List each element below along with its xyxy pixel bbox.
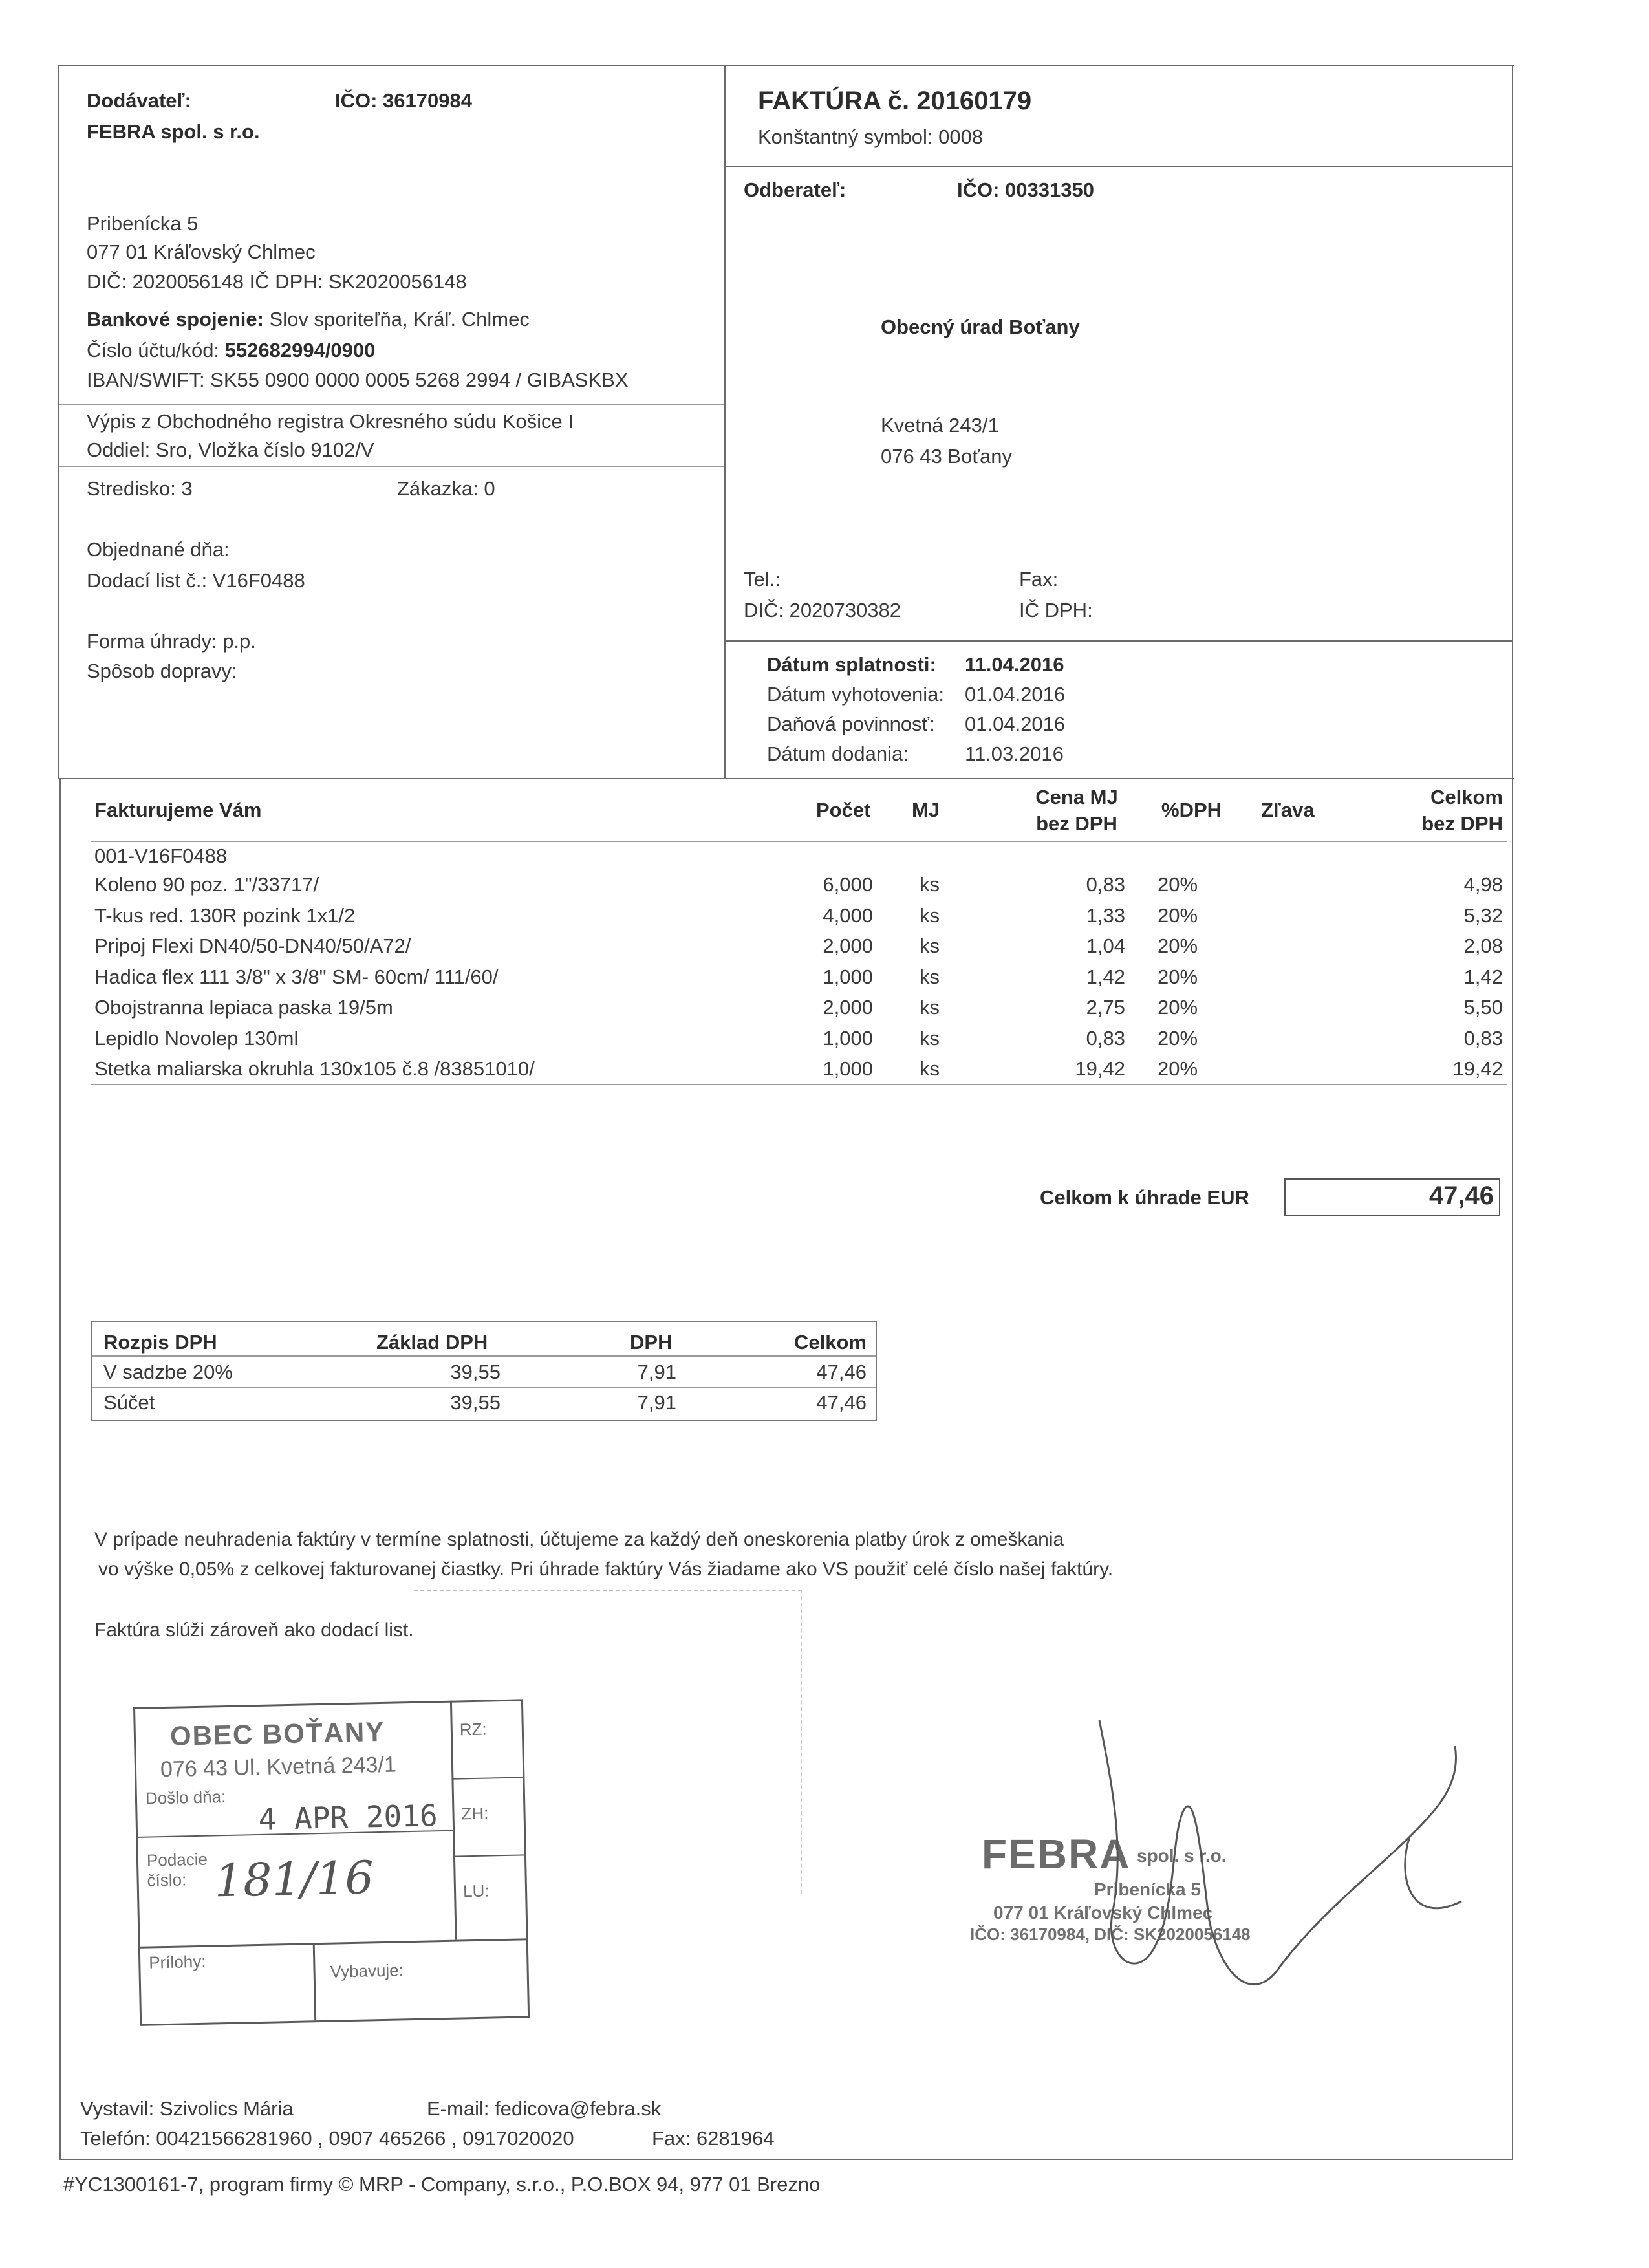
forma-uhrady: Forma úhrady: p.p. — [87, 630, 256, 653]
item-price: 1,04 — [1086, 934, 1125, 957]
stamp-address: 076 43 Ul. Kvetná 243/1 — [160, 1752, 397, 1782]
item-unit: ks — [920, 934, 940, 957]
items-group: 001-V16F0488 — [94, 845, 228, 867]
supplier-account — [87, 340, 375, 360]
item-vat: 20% — [1158, 1026, 1198, 1050]
supplier-bank — [87, 309, 530, 329]
item-total: 5,50 — [1463, 996, 1503, 1019]
frame-upper-bottom — [58, 778, 1514, 779]
supplier-name: FEBRA spol. s r.o. — [87, 120, 260, 143]
stamp-title: OBEC BOŤANY — [169, 1716, 385, 1751]
item-vat: 20% — [1158, 934, 1198, 957]
col-total-header-1: Celkom — [1430, 786, 1503, 808]
faint-stamp-ghost — [414, 1590, 802, 1894]
customer-dic: DIČ: 2020730382 — [744, 599, 901, 621]
povinnost-label: Daňová povinnosť: — [767, 713, 935, 735]
vat-table-divider-2 — [92, 1387, 876, 1388]
item-unit: ks — [920, 1057, 940, 1080]
seal-street: Pribenícka 5 — [1094, 1879, 1201, 1899]
col-discount-header: Zľava — [1261, 799, 1315, 821]
vat-row-1-vat: 7,91 — [637, 1361, 676, 1383]
item-qty: 2,000 — [823, 934, 873, 957]
footer-vystavil: Vystavil: Szivolics Mária — [80, 2097, 294, 2120]
footer-program: #YC1300161-7, program firmy © MRP - Company, s.r.o., P.O.BOX 94, 977 01 Brezno — [63, 2173, 821, 2196]
seal-brand: FEBRA — [982, 1831, 1131, 1877]
col-unit-header: MJ — [912, 799, 940, 821]
item-desc: Pripoj Flexi DN40/50-DN40/50/A72/ — [94, 934, 411, 957]
item-price: 19,42 — [1075, 1057, 1125, 1080]
register-line-2: Oddiel: Sro, Vložka číslo 9102/V — [87, 438, 374, 461]
customer-city: 076 43 Boťany — [881, 445, 1012, 468]
item-total: 2,08 — [1463, 934, 1503, 957]
col-total-header-2: bez DPH — [1421, 812, 1503, 835]
customer-fax: Fax: — [1019, 568, 1059, 590]
povinnost-value: 01.04.2016 — [965, 713, 1066, 735]
vyhotovenia-value: 01.04.2016 — [965, 683, 1066, 706]
stamp-number: 181/16 — [213, 1851, 374, 1908]
item-unit: ks — [920, 873, 940, 896]
col-vat-header: %DPH — [1161, 799, 1222, 821]
total-value: 47,46 — [1428, 1182, 1494, 1210]
item-vat: 20% — [1158, 873, 1198, 896]
customer-divider — [724, 640, 1513, 642]
stamp-lu: LU: — [462, 1881, 490, 1901]
supplier-divider-1 — [59, 404, 724, 405]
item-qty: 2,000 — [823, 996, 873, 1019]
frame-bottom — [59, 2159, 1513, 2160]
stamp-date: 4 APR 2016 — [258, 1798, 438, 1837]
frame-top — [58, 65, 1514, 66]
vat-row-2-label: Súčet — [103, 1391, 155, 1414]
stamp-rz: RZ: — [459, 1719, 488, 1740]
seal-suffix: spol. s r.o. — [1137, 1846, 1227, 1866]
footer-telefon: Telefón: 00421566281960 , 0907 465266 , 0917020020 — [80, 2127, 574, 2150]
item-price: 1,33 — [1086, 903, 1125, 927]
supplier-tax-ids: DIČ: 2020056148 IČ DPH: SK2020056148 — [87, 270, 467, 293]
objednane: Objednané dňa: — [87, 538, 230, 561]
item-total: 5,32 — [1463, 903, 1503, 927]
item-desc: Obojstranna lepiaca paska 19/5m — [94, 996, 393, 1019]
item-price: 1,42 — [1086, 965, 1125, 988]
zakazka: Zákazka: 0 — [397, 477, 495, 500]
seal-ids: IČO: 36170984, DIČ: SK2020056148 — [970, 1925, 1251, 1944]
vat-header-rozpis: Rozpis DPH — [103, 1331, 217, 1354]
vat-row-2-total: 47,46 — [816, 1391, 867, 1414]
dodania-value: 11.03.2016 — [965, 742, 1064, 765]
item-price: 2,75 — [1086, 996, 1125, 1019]
item-vat: 20% — [1158, 1057, 1198, 1080]
vat-table-divider — [92, 1355, 876, 1357]
stamp-podacie — [147, 1850, 208, 1891]
bank-label: Bankové spojenie: — [87, 308, 264, 330]
supplier-city: 077 01 Kráľovský Chlmec — [87, 241, 316, 263]
item-unit: ks — [920, 903, 940, 927]
frame-right-upper — [1512, 65, 1513, 779]
item-unit: ks — [920, 1026, 940, 1050]
customer-icdph: IČ DPH: — [1019, 599, 1093, 621]
vat-header-celkom: Celkom — [794, 1331, 867, 1354]
invoice-title: FAKTÚRA č. 20160179 — [758, 87, 1032, 115]
note-line-3: Faktúra slúži zároveň ako dodací list. — [94, 1619, 414, 1641]
dodaci-list: Dodací list č.: V16F0488 — [87, 569, 305, 592]
item-desc: T-kus red. 130R pozink 1x1/2 — [94, 903, 356, 927]
items-bottom-divider — [91, 1084, 1507, 1085]
vat-header-zaklad: Základ DPH — [376, 1331, 488, 1354]
customer-street: Kvetná 243/1 — [881, 414, 999, 437]
item-unit: ks — [920, 996, 940, 1019]
stamp-zh: ZH: — [461, 1803, 489, 1824]
dodania-label: Dátum dodania: — [767, 742, 909, 765]
customer-ico: IČO: 00331350 — [957, 178, 1094, 201]
account-value: 552682994/0900 — [224, 339, 376, 362]
vyhotovenia-label: Dátum vyhotovenia: — [767, 683, 944, 706]
stamp-doslo: Došlo dňa: — [145, 1787, 226, 1808]
item-vat: 20% — [1158, 903, 1198, 927]
item-vat: 20% — [1158, 996, 1198, 1019]
frame-right-lower — [1512, 779, 1513, 2160]
stamp-podacie-2: číslo: — [147, 1870, 187, 1890]
item-desc: Stetka maliarska okruhla 130x105 č.8 /83851010/ — [94, 1057, 535, 1080]
stamp-prilohy: Prílohy: — [148, 1951, 206, 1972]
item-qty: 6,000 — [823, 873, 873, 896]
splatnost-label: Dátum splatnosti: — [767, 653, 936, 676]
account-label: Číslo účtu/kód: — [87, 339, 225, 362]
vat-row-1-total: 47,46 — [816, 1361, 867, 1383]
item-unit: ks — [920, 965, 940, 988]
sposob-dopravy: Spôsob dopravy: — [87, 660, 237, 682]
konstantny-symbol: Konštantný symbol: 0008 — [758, 125, 984, 148]
col-price-header-2: bez DPH — [1036, 812, 1117, 835]
splatnost-value: 11.04.2016 — [965, 653, 1064, 676]
customer-name: Obecný úrad Boťany — [881, 316, 1080, 338]
customer-tel: Tel.: — [744, 568, 781, 590]
item-total: 4,98 — [1463, 873, 1503, 896]
supplier-street: Pribenícka 5 — [87, 212, 199, 235]
customer-label: Odberateľ: — [744, 178, 846, 201]
vat-row-2-vat: 7,91 — [637, 1391, 676, 1414]
item-total: 19,42 — [1452, 1057, 1503, 1080]
item-desc: Lepidlo Novolep 130ml — [94, 1026, 299, 1050]
supplier-iban: IBAN/SWIFT: SK55 0900 0000 0005 5268 2994 / GIBASKBX — [87, 369, 629, 391]
item-price: 0,83 — [1086, 1026, 1125, 1050]
signature — [1073, 1707, 1487, 2018]
vat-row-1-label: V sadzbe 20% — [103, 1361, 233, 1383]
invoice-header-divider — [724, 166, 1513, 167]
col-qty-header: Počet — [816, 799, 871, 821]
register-line-1: Výpis z Obchodného registra Okresného súdu Košice I — [87, 410, 574, 433]
vat-row-2-base: 39,55 — [450, 1391, 501, 1414]
item-desc: Hadica flex 111 3/8" x 3/8" SM- 60cm/ 111/60/ — [94, 965, 499, 988]
item-qty: 1,000 — [823, 1057, 873, 1080]
stamp-podacie-1: Podacie — [146, 1849, 208, 1870]
vat-row-1-base: 39,55 — [450, 1361, 501, 1383]
total-label: Celkom k úhrade EUR — [1040, 1186, 1249, 1209]
note-line-1: V prípade neuhradenia faktúry v termíne splatnosti, účtujeme za každý deň oneskorenia platby úrok z omeškania — [94, 1529, 1064, 1550]
item-qty: 1,000 — [823, 965, 873, 988]
items-header-divider — [91, 841, 1507, 842]
supplier-divider-2 — [59, 466, 724, 467]
frame-left-upper — [58, 65, 59, 779]
vat-header-dph: DPH — [630, 1331, 673, 1354]
stamp-vybavuje: Vybavuje: — [330, 1960, 404, 1982]
footer-fax: Fax: 6281964 — [652, 2127, 775, 2150]
col-desc-header: Fakturujeme Vám — [94, 799, 262, 821]
item-qty: 1,000 — [823, 1026, 873, 1050]
item-desc: Koleno 90 poz. 1"/33717/ — [94, 873, 319, 896]
frame-middle — [724, 65, 726, 779]
seal-city: 077 01 Kráľovský Chlmec — [993, 1903, 1213, 1923]
col-price-header-1: Cena MJ — [1035, 786, 1118, 808]
footer-email: E-mail: fedicova@febra.sk — [427, 2097, 662, 2120]
note-line-2: vo výške 0,05% z celkovej fakturovanej čiastky. Pri úhrade faktúry Vás žiadame ako VS použiť celé číslo našej faktúry. — [98, 1559, 1114, 1580]
supplier-label: Dodávateľ: — [87, 89, 191, 112]
item-total: 0,83 — [1463, 1026, 1503, 1050]
stredisko: Stredisko: 3 — [87, 477, 193, 500]
item-total: 1,42 — [1463, 965, 1503, 988]
supplier-ico: IČO: 36170984 — [335, 89, 472, 112]
item-vat: 20% — [1158, 965, 1198, 988]
item-qty: 4,000 — [823, 903, 873, 927]
bank-value: Slov sporiteľňa, Kráľ. Chlmec — [263, 308, 530, 330]
frame-left-lower — [59, 779, 61, 2160]
item-price: 0,83 — [1086, 873, 1125, 896]
